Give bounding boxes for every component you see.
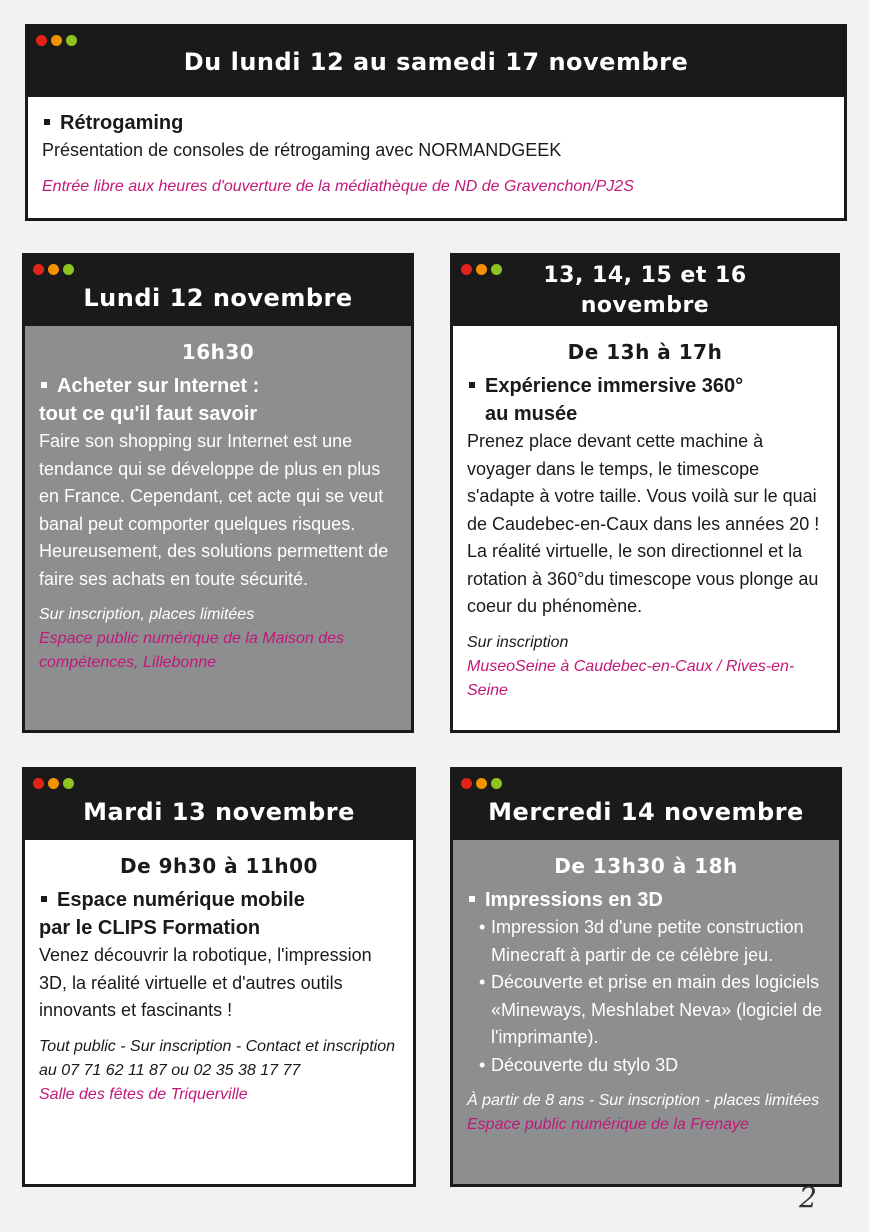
square-bullet-icon <box>41 382 47 388</box>
event-description: Venez découvrir la robotique, l'impression 3D, la réalité virtuelle et d'autres outils innovants et fascinants ! <box>39 945 372 1020</box>
card-header <box>25 770 413 840</box>
square-bullet-icon <box>469 382 475 388</box>
event-title: Expérience immersive 360° au musée <box>467 372 823 428</box>
square-bullet-icon <box>469 896 475 902</box>
card-body <box>25 840 413 1117</box>
event-location: Salle des fêtes de Triquerville <box>39 1085 248 1103</box>
event-location: Espace public numérique de la Frenaye <box>467 1116 749 1133</box>
event-location: MuseoSeine à Caudebec-en-Caux / Rives-en-Seine <box>467 657 795 699</box>
card-body <box>28 97 844 209</box>
event-card-experience-360 <box>450 253 840 733</box>
event-card-impressions-3d <box>450 767 842 1187</box>
event-title: Impressions en 3D <box>467 886 825 914</box>
square-bullet-icon <box>41 896 47 902</box>
event-title: Acheter sur Internet : tout ce qu'il faut savoir <box>39 375 260 425</box>
card-body <box>25 326 411 730</box>
list-item: • Impression 3d d'une petite construction Minecraft à partir de ce célèbre jeu. <box>479 914 825 969</box>
traffic-light-dots-icon <box>36 35 77 46</box>
event-note: Tout public - Sur inscription - Contact et inscription au 07 71 62 11 87 ou 02 35 38 17 77 <box>39 1037 396 1079</box>
event-title: Espace numérique mobile par le CLIPS Formation <box>39 889 305 939</box>
event-title: Rétrogaming <box>42 109 830 137</box>
traffic-light-dots-icon <box>461 778 502 789</box>
event-card-espace-numerique <box>22 767 416 1187</box>
event-location: Espace public numérique de la Maison des compétences, Lillebonne <box>39 630 345 671</box>
list-item: • Découverte du stylo 3D <box>479 1052 825 1080</box>
event-time: De 9h30 à 11h00 <box>120 854 318 878</box>
card-header <box>28 27 844 97</box>
card-header <box>453 256 837 326</box>
card-header <box>25 256 411 326</box>
list-item: • Découverte et prise en main des logiciels «Mineways, Meshlabet Neva» (logiciel de l'imprimante). <box>479 969 825 1052</box>
event-time: 16h30 <box>181 340 255 364</box>
card-header <box>453 770 839 840</box>
event-description: Prenez place devant cette machine à voyager dans le temps, le timescope s'adapte à votre taille. Vous voilà sur le quai de Caudebec-en-Caux dans les années 20 ! La réalité virtuelle, le son directionnel et la rotation à 360°du timescope vous plonge au coeur du phénomène. <box>467 431 820 616</box>
activity-list <box>467 914 825 1079</box>
event-time: De 13h à 17h <box>567 340 723 364</box>
event-note: À partir de 8 ans - Sur inscription - places limitées <box>467 1092 820 1109</box>
event-date: Mardi 13 novembre <box>83 798 355 826</box>
event-card-acheter-internet <box>22 253 414 733</box>
traffic-light-dots-icon <box>33 264 74 275</box>
event-date-line1: 13, 14, 15 et 16 <box>543 263 747 288</box>
event-card-retrogaming <box>25 24 847 221</box>
traffic-light-dots-icon <box>461 264 502 275</box>
event-date-line2: novembre <box>580 293 710 318</box>
event-date: Du lundi 12 au samedi 17 novembre <box>183 48 689 76</box>
event-description: Présentation de consoles de rétrogaming avec NORMANDGEEK <box>42 140 562 160</box>
event-time: De 13h30 à 18h <box>554 854 738 878</box>
traffic-light-dots-icon <box>33 778 74 789</box>
event-note: Sur inscription <box>467 633 569 651</box>
card-body <box>453 326 837 713</box>
card-body <box>453 840 839 1184</box>
page-number: 2 <box>799 1181 817 1214</box>
event-note: Sur inscription, places limitées <box>39 606 255 623</box>
square-bullet-icon <box>44 119 50 125</box>
event-description: Faire son shopping sur Internet est une tendance qui se développe de plus en plus en France. Cependant, cet acte qui se veut banal peut comporter quelques risques. Heureusement, des solutions permettent de faire ses achats en toute sécurité. <box>39 431 389 589</box>
event-location: Entrée libre aux heures d'ouverture de la médiathèque de ND de Gravenchon/PJ2S <box>42 177 634 195</box>
event-date: Mercredi 14 novembre <box>488 798 804 826</box>
event-date: Lundi 12 novembre <box>83 284 353 312</box>
